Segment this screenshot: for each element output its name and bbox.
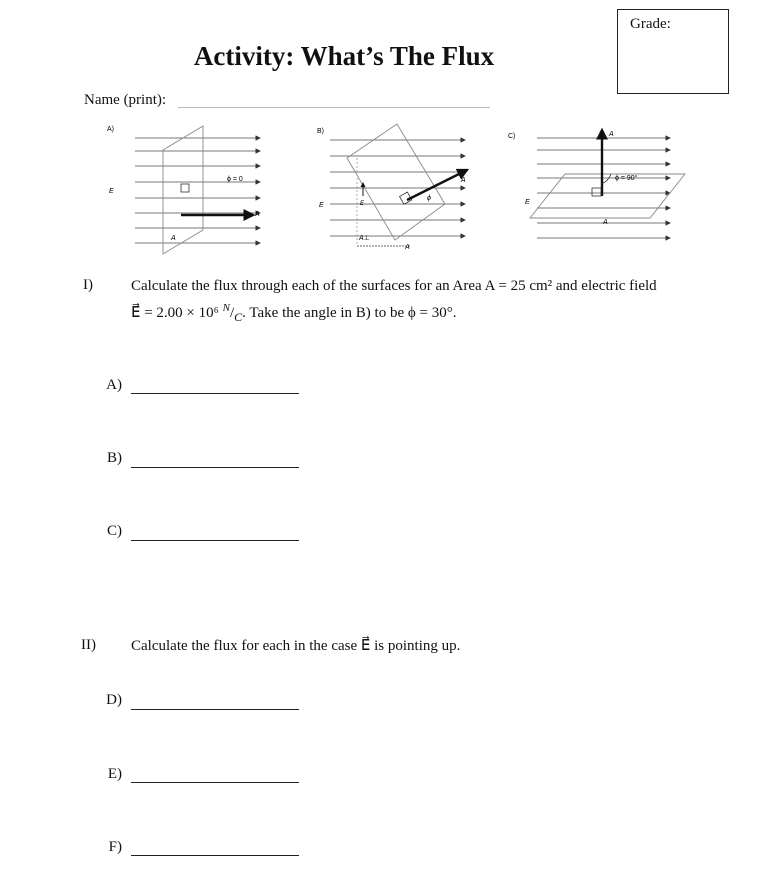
answer-e-field[interactable] [131, 782, 299, 783]
panel-a-right-angle [181, 184, 189, 192]
answer-c-label: C) [107, 523, 122, 539]
question-1-line-1: Calculate the flux through each of the surfaces for an Area A = 25 cm² and electric field [131, 278, 657, 294]
panel-b-area-label: A [405, 244, 410, 251]
unit-numerator: N [222, 302, 230, 314]
answer-e-label: E) [107, 766, 122, 782]
flux-figure [95, 118, 695, 263]
field-value: E⃗ = 2.00 × 10⁶ [131, 305, 223, 321]
panel-a-area-vector-label: A [255, 211, 260, 218]
panel-c-field-label: E [525, 199, 530, 206]
panel-a-field-label: E [109, 188, 114, 195]
panel-c-area-vector-label: A [609, 131, 614, 138]
question-2-text: Calculate the flux for each in the case E⃗ is pointing up. [131, 638, 461, 654]
panel-b-field-label: E [319, 202, 324, 209]
question-2-number: II) [81, 637, 96, 653]
unit-denominator: C [234, 310, 243, 324]
question-1-line-2: E⃗ = 2.00 × 10⁶ $^N/_C$. Take the angle in B) to be ϕ = 30°. [131, 302, 457, 324]
answer-c-field[interactable] [131, 540, 299, 541]
panel-b-area-perp: A⊥ [359, 235, 370, 242]
panel-a-label: A) [107, 126, 114, 133]
answer-b-field[interactable] [131, 467, 299, 468]
panel-c [508, 130, 685, 238]
answer-d-label: D) [106, 692, 122, 708]
panel-a-surface [163, 126, 203, 254]
name-label: Name (print): [84, 92, 167, 108]
panel-a-field-lines [135, 138, 260, 243]
angle-instruction: . Take the angle in B) to be ϕ = 30°. [242, 305, 457, 321]
panel-c-right-angle [592, 188, 601, 196]
panel-c-angle-arc [602, 174, 611, 184]
panel-c-angle: ϕ = 90° [615, 175, 638, 182]
panel-b-area-vector [407, 170, 467, 200]
panel-a-area-label: A [171, 235, 176, 242]
answer-d-field[interactable] [131, 709, 299, 710]
panel-c-label: C) [508, 133, 516, 140]
question-1-number: I) [83, 277, 93, 293]
answer-f-field[interactable] [131, 855, 299, 856]
panel-b-surface [347, 124, 445, 240]
answer-a-field[interactable] [131, 393, 299, 394]
grade-label: Grade: [630, 16, 671, 32]
name-field[interactable] [178, 107, 490, 108]
panel-b-angle: ϕ [427, 195, 431, 202]
panel-c-surface [530, 174, 685, 218]
panel-b-field-arrow-label: E [360, 201, 365, 207]
answer-a-label: A) [106, 377, 122, 393]
page-title: Activity: What’s The Flux [193, 41, 495, 71]
panel-c-area-label: A [603, 219, 608, 226]
panel-b-field-lines [330, 140, 465, 236]
panel-a-angle: ϕ = 0 [227, 176, 243, 183]
panel-a [107, 126, 260, 254]
panel-b-area-vector-label: A [461, 177, 466, 184]
panel-b-label: B) [317, 128, 324, 135]
panel-b [317, 124, 467, 251]
answer-b-label: B) [107, 450, 122, 466]
answer-f-label: F) [108, 839, 122, 855]
